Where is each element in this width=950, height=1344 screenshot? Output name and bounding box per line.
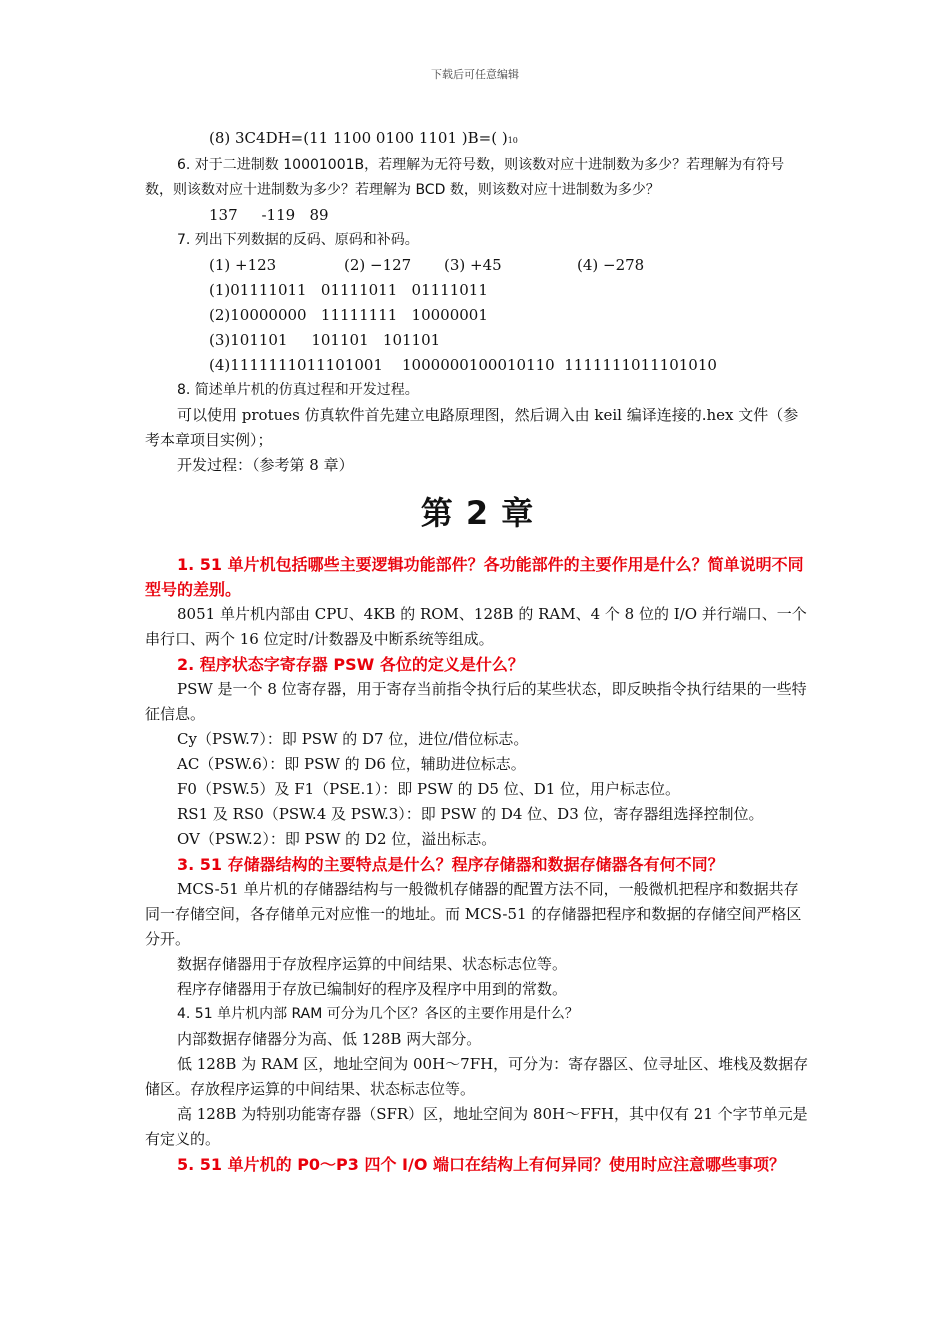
q7-item: (3) +45 — [444, 256, 502, 274]
c2-q4-title: 4. 51 单片机内部 RAM 可分为几个区？各区的主要作用是什么？ — [177, 1006, 579, 1022]
q7-row: (1)01111011 01111011 01111011 — [209, 281, 488, 299]
psw-bit-line: RS1 及 RS0（PSW.4 及 PSW.3）：即 PSW 的 D4 位、D3 位，寄存器组选择控制位。 — [177, 805, 764, 823]
c2-q3-data-memory: 数据存储器用于存放程序运算的中间结果、状态标志位等。 — [177, 955, 568, 973]
q7-items — [145, 253, 810, 278]
q7-item: (4) −278 — [577, 256, 645, 274]
psw-bit-line: F0（PSW.5）及 F1（PSE.1）：即 PSW 的 D5 位、D1 位，用户标志位。 — [177, 780, 681, 798]
q8-answer-simulation: 可以使用 protues 仿真软件首先建立电路原理图，然后调入由 keil 编译连接的.hex 文件（参考本章项目实例）； — [145, 406, 799, 449]
psw-bit-line: OV（PSW.2）：即 PSW 的 D2 位，溢出标志。 — [177, 830, 497, 848]
c2-q5-title: 5. 51 单片机的 P0～P3 四个 I/O 端口在结构上有何异同？使用时应注意哪些事项？ — [177, 1155, 786, 1174]
psw-bit-line: Cy（PSW.7）：即 PSW 的 D7 位，进位/借位标志。 — [177, 730, 529, 748]
c2-q4-answer-3: 高 128B 为特别功能寄存器（SFR）区，地址空间为 80H～FFH，其中仅有 21 个字节单元是有定义的。 — [145, 1105, 808, 1148]
c2-q4-answer-2: 低 128B 为 RAM 区，地址空间为 00H～7FH，可分为：寄存器区、位寻址区、堆栈及数据存储区。存放程序运算的中间结果、状态标志位等。 — [145, 1055, 809, 1098]
page-header: 下载后可任意编辑 — [431, 68, 519, 81]
c2-q4-answer-1: 内部数据存储器分为高、低 128B 两大部分。 — [177, 1030, 482, 1048]
c2-q2-answer: PSW 是一个 8 位寄存器，用于寄存当前指令执行后的某些状态，即反映指令执行结果的一些特征信息。 — [145, 680, 807, 723]
q7-row: (4)1111111011101001 1000000100010110 1111111011101010 — [209, 356, 717, 374]
q8-conversion-line — [145, 126, 810, 153]
q8-answer-development: 开发过程：（参考第 8 章） — [177, 456, 354, 474]
c2-q1-title: 1. 51 单片机包括哪些主要逻辑功能部件？各功能部件的主要作用是什么？简单说明不同型号的差别。 — [145, 555, 804, 599]
q7-question: 7. 列出下列数据的反码、原码和补码。 — [177, 232, 419, 248]
c2-q3-title: 3. 51 存储器结构的主要特点是什么？程序存储器和数据存储器各有何不同？ — [177, 855, 724, 874]
q8-conversion-text: (8) 3C4DH=(11 1100 0100 1101 )B=( ) — [209, 129, 508, 147]
c2-q2-title: 2. 程序状态字寄存器 PSW 各位的定义是什么？ — [177, 655, 524, 674]
q7-row: (2)10000000 11111111 10000001 — [209, 306, 488, 324]
q6-question: 6. 对于二进制数 10001001B，若理解为无符号数，则该数对应十进制数为多少？若理解为有符号数，则该数对应十进制数为多少？若理解为 BCD 数，则该数对应十进制数为多少？ — [145, 157, 785, 198]
q8-subscript: 10 — [507, 136, 518, 145]
c2-q3-answer: MCS-51 单片机的存储器结构与一般微机存储器的配置方法不同，一般微机把程序和数据共存同一存储空间，各存储单元对应惟一的地址。而 MCS-51 的存储器把程序和数据的存储空间严格区分开。 — [145, 880, 802, 948]
q6-answer: 137 -119 89 — [209, 206, 329, 224]
c2-q1-answer: 8051 单片机内部由 CPU、4KB 的 ROM、128B 的 RAM、4 个 8 位的 I/O 并行端口、一个串行口、两个 16 位定时/计数器及中断系统等组成。 — [145, 605, 807, 648]
c2-q3-program-memory: 程序存储器用于存放已编制好的程序及程序中用到的常数。 — [177, 980, 568, 998]
document-body — [145, 126, 810, 1177]
psw-bit-line: AC（PSW.6）：即 PSW 的 D6 位，辅助进位标志。 — [177, 755, 526, 773]
q7-row: (3)101101 101101 101101 — [209, 331, 441, 349]
q7-item: (1) +123 — [209, 256, 277, 274]
q7-item: (2) −127 — [344, 256, 412, 274]
q8-question: 8. 简述单片机的仿真过程和开发过程。 — [177, 382, 419, 398]
chapter-title: 第 2 章 — [420, 494, 535, 532]
